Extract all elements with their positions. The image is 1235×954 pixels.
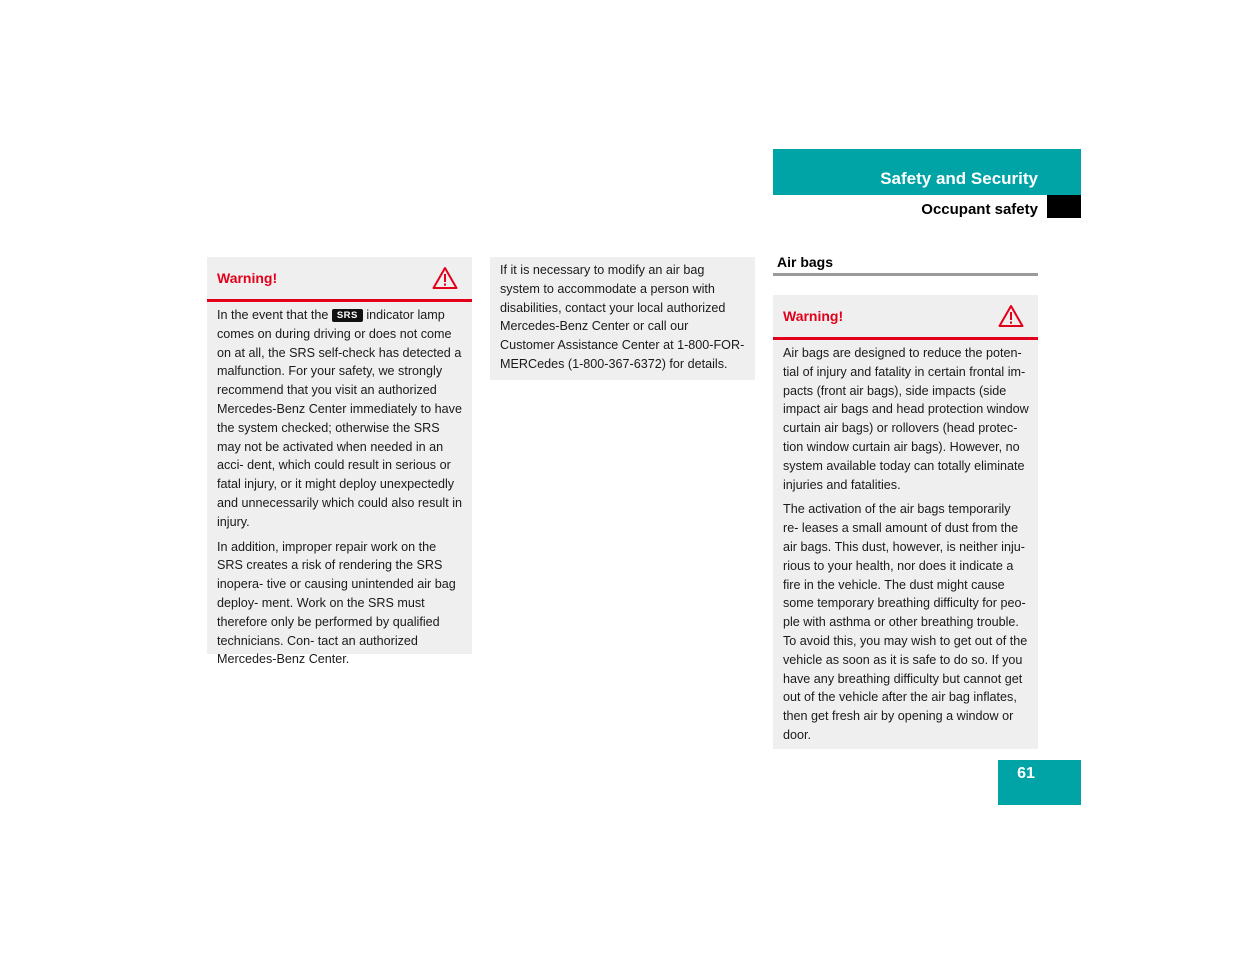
warning-label: Warning! <box>783 308 844 324</box>
warning-paragraph: In addition, improper repair work on the SRS creates a risk of rendering the SRS inopera- tive or causing unintended air bag deploy- ment. Work on the SRS must therefore only be performed by qualified technicians. Con- tact an authorized Mercedes-Benz Center. <box>217 539 456 667</box>
info-paragraph: If it is necessary to modify an air bag system to accommodate a person with disabilities, contact your local authorized Mercedes-Benz Center or call our Customer Assistance Center at 1-800-FOR-MERCedes (1-800-367-6372) for details. <box>500 263 745 371</box>
section-marker-tab <box>1047 195 1081 218</box>
air-bags-warning-box <box>773 295 1038 749</box>
section-title: Safety and Security <box>880 169 1038 188</box>
warning-header <box>773 295 1038 340</box>
warning-body <box>207 302 472 669</box>
warning-paragraph: The activation of the air bags temporarily re- leases a small amount of dust from the air bags. This dust, however, is neither inju- rious to your health, nor does it indicate a fire in the vehicle. The dust might cause some temporary breathing difficulty for peo- ple with asthma or other breathing trouble. To avoid this, you may wish to get out of the vehicle as soon as it is safe to do so. If you have any breathing difficulty but cannot get out of the vehicle after the air bag inflates, then get fresh air by opening a window or door. <box>783 502 1028 742</box>
subsection-title: Occupant safety <box>921 201 1038 218</box>
info-text <box>490 257 755 374</box>
warning-paragraph: Air bags are designed to reduce the poten- tial of injury and fatality in certain frontal im- pacts (front air bags), side impacts (side impact air bags and head protection window curtain air bags) or rollovers (head protec- tion window curtain air bags). However, no system available today can totally eliminate injuries and fatalities. <box>783 346 1029 492</box>
heading-rule <box>773 273 1038 276</box>
air-bags-heading: Air bags <box>777 254 834 270</box>
warning-triangle-icon <box>998 304 1024 328</box>
srs-indicator-badge: SRS <box>332 309 363 322</box>
warning-body <box>773 340 1038 745</box>
warning-label: Warning! <box>217 270 278 286</box>
page-number: 61 <box>1017 765 1035 782</box>
warning-triangle-icon <box>432 266 458 290</box>
warning-header <box>207 257 472 302</box>
srs-warning-box <box>207 257 472 667</box>
disability-info-box <box>490 257 755 380</box>
warning-paragraph: In the event that the SRS indicator lamp comes on during driving or does not come on at all, the SRS self-check has detected a malfunction. For your safety, we strongly recommend that you visit an authorized Mercedes-Benz Center immediately to have the system checked; otherwise the SRS may not be activated when needed in an acci- dent, which could result in serious or fatal injury, or it might deploy unexpectedly and unnecessarily which could also result in injury. <box>217 308 463 529</box>
